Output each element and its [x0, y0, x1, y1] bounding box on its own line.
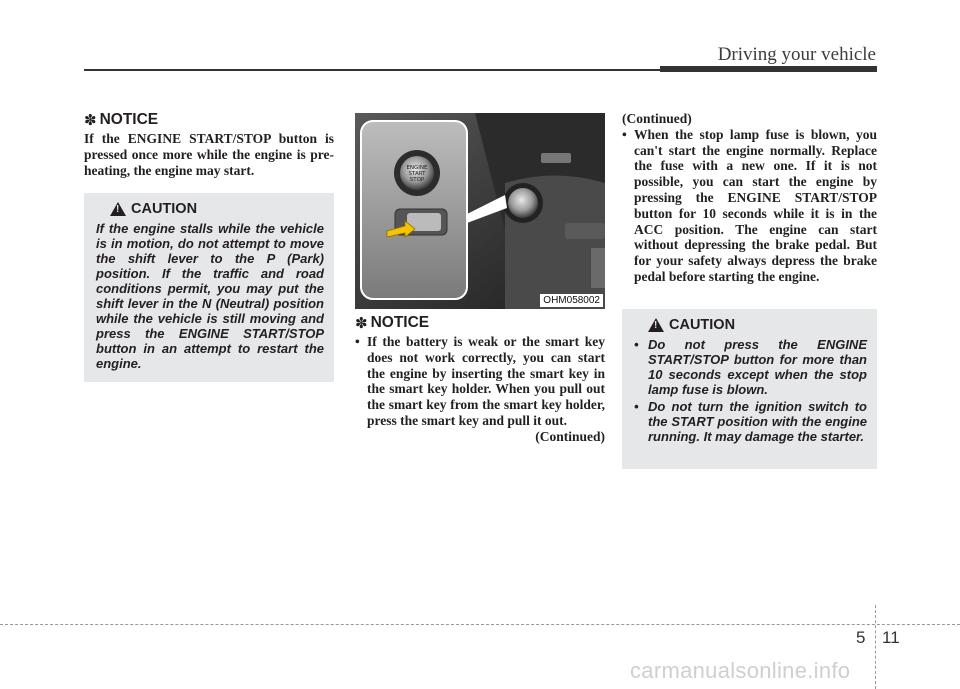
watermark: carmanualsonline.info [630, 658, 851, 683]
caution-box-2 [622, 309, 877, 469]
continued-block [622, 111, 877, 285]
bullet-dot: • [634, 399, 639, 414]
chapter-number: 5 [856, 628, 866, 647]
notice-star-icon: ✽ [84, 112, 97, 129]
footer-rule [0, 624, 960, 625]
dashboard-illustration [355, 113, 605, 309]
notice-heading-2-label: NOTICE [370, 314, 430, 331]
notice-block-1 [84, 111, 334, 178]
caution-heading-1-label: CAUTION [131, 201, 198, 217]
bullet-dot: • [634, 337, 639, 352]
caution-heading-1 [110, 201, 324, 217]
header-rule [84, 69, 660, 71]
notice-bullet-2-text: If the battery is weak or the smart key does not work correctly, you can start the engine by inserting the smart key in the smart key holder. When you pull out the smart key from the smart key holder, press the smart key and pull it out. [367, 334, 605, 428]
notice-star-icon: ✽ [355, 315, 368, 332]
start-button-photo [355, 113, 605, 309]
photo-button-line-1: ENGINE [406, 165, 428, 171]
photo-button-line-3: STOP [409, 177, 425, 183]
bullet-dot: • [355, 334, 360, 349]
bullet-dot: • [622, 126, 627, 142]
caution-heading-2-label: CAUTION [669, 317, 736, 333]
warning-triangle-icon [648, 318, 664, 332]
page-number: 11 [882, 628, 900, 647]
notice-block-2 [355, 314, 605, 445]
page-header-title: Driving your vehicle [717, 44, 876, 65]
warning-triangle-icon [110, 202, 126, 216]
photo-button-line-2: START [408, 171, 426, 177]
continued-label: (Continued) [535, 428, 605, 444]
notice-text-1: If the ENGINE START/STOP button is pressed once more while the engine is pre-heating, the engine may start. [84, 131, 334, 178]
caution-heading-2 [648, 317, 867, 333]
caution-list-2 [634, 337, 867, 444]
notice-heading-2 [355, 314, 605, 332]
caution-item-text: Do not turn the ignition switch to the START position with the engine running. It may damage the starter. [648, 399, 867, 444]
caution-item [634, 399, 867, 444]
notice-bullet-2 [355, 334, 605, 429]
footer-divider [875, 605, 876, 689]
continued-heading: (Continued) [622, 111, 692, 126]
caution-text-1: If the engine stalls while the vehicle is in motion, do not attempt to move the shift lever to the P (Park) position. If the traffic and road conditions permit, you may put the shift lever in the N (Neutral) position while the vehicle is still moving and press the ENGINE START/STOP button in an attempt to restart the engine. [96, 221, 324, 371]
continued-bullet-text: When the stop lamp fuse is blown, you can't start the engine normally. Replace the fuse with a new one. If it is not possible, you can start the engine by pressing the ENGINE START/STOP button for 10 seconds while it is in the ACC position. The engine can start without depressing the brake pedal. But for your safety always depress the brake pedal before starting the engine. [634, 126, 877, 284]
notice-heading-1 [84, 111, 334, 129]
caution-item [634, 337, 867, 397]
caution-box-1 [84, 193, 334, 382]
photo-code-label: OHM058002 [540, 294, 603, 307]
continued-bullet [622, 127, 877, 285]
header-rule-accent [660, 66, 877, 72]
notice-heading-1-label: NOTICE [99, 111, 159, 128]
caution-item-text: Do not press the ENGINE START/STOP button for more than 10 seconds except when the stop lamp fuse is blown. [648, 337, 867, 397]
